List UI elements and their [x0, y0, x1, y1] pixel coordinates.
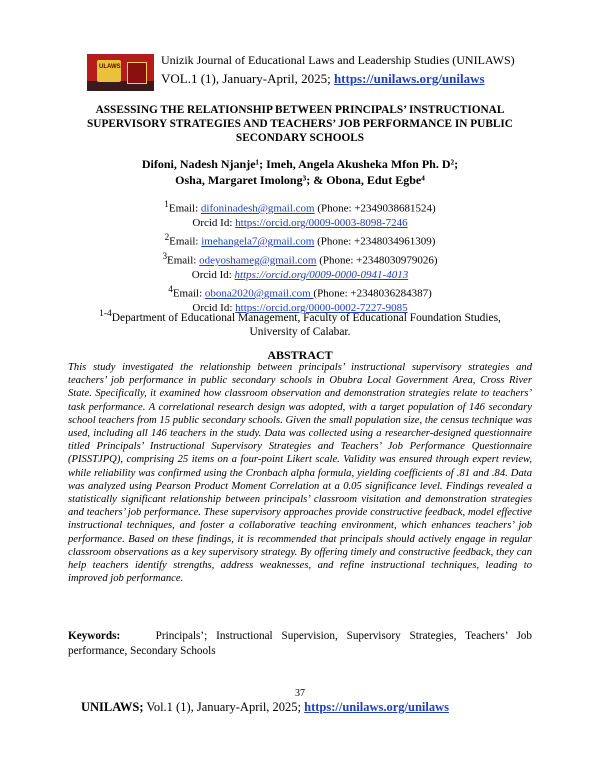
abstract-text: This study investigated the relationship between principals’ instructional supervisory strategies and teachers’ job performance in public secondary schools in Obubra Local Government Area, Cross River State. Specifically, it examined how classroom observation and demonstration strategies relate to teachers’ task performance. A correlational research design was adopted, with a target population of 146 secondary school teachers from 15 public secondary schools. Given the small population size, the census technique was used, including all 146 teachers in the study. Data was collected using a researcher-designed questionnaire titled Principals’ Instructional Supervisory Strategies and Teachers’ Job Performance Questionnaire (PISSTJPQ), comprising 25 items on a four-point Likert scale. Validity was ensured through expert review, while reliability was confirmed using the Cronbach alpha formula, yielding coefficients of .81 and .84. Data was analyzed using Pearson Product Moment Correlation at a 0.05 significance level. Findings revealed a statistically significant relationship between principals’ classroom visitation and demonstration strategies and teachers’ job performance. These supervisory approaches provide constructive feedback, model effective instructional techniques, and foster a collaborative teaching environment, which enhances teachers’ job performance. Based on these findings, it is recommended that principals should actively engage in regular classroom observations as a key supervisory strategy. By offering timely and constructive feedback, they can help teachers identify strengths, address weaknesses, and refine instructional techniques, leading to improved job performance.: [68, 362, 532, 585]
footer-volume: Vol.1 (1), January-April, 2025;: [143, 700, 305, 714]
abstract-heading: ABSTRACT: [267, 348, 333, 362]
logo-text: ULAWS: [99, 64, 121, 70]
contact-line: $^2$Email: imehangela7@gmail.com (Phone: +2348034961309): [164, 232, 436, 248]
page-number: 37: [295, 688, 305, 699]
author-list: [60, 156, 540, 188]
orcid-link[interactable]: https://orcid.org/0009-0003-8098-7246: [235, 216, 408, 229]
orcid-link[interactable]: https://orcid.org/0009-0000-0941-4013: [234, 268, 409, 281]
footer-brand: UNILAWS;: [81, 700, 144, 714]
affiliation-sup: 1-4: [99, 309, 112, 319]
email-link[interactable]: odeyoshameg@gmail.com: [199, 254, 317, 267]
journal-volume: VOL.1 (1), January-April, 2025;: [161, 71, 331, 86]
journal-title: Unizik Journal of Educational Laws and Leadership Studies (UNILAWS): [161, 53, 515, 67]
contact-line: Orcid Id: https://orcid.org/0009-0003-8098-7246: [192, 216, 408, 229]
keywords-label: Keywords:: [68, 630, 121, 642]
email-link[interactable]: difoninadesh@gmail.com: [200, 202, 315, 215]
contact-block: [60, 197, 540, 315]
affiliation: [60, 307, 540, 340]
author-line-2: Osha, Margaret Imolong³; & Obona, Edut Egbe⁴: [175, 173, 425, 187]
contact-line: $^1$Email: difoninadesh@gmail.com (Phone: +2349038681524): [164, 199, 436, 215]
email-link[interactable]: obona2020@gmail.com: [204, 287, 314, 300]
keywords-text: Principals’; Instructional Supervision, Supervisory Strategies, Teachers’ Job performance, Secondary Schools: [68, 630, 532, 657]
author-line-1: Difoni, Nadesh Njanje¹; Imeh, Angela Akusheka Mfon Ph. D²;: [141, 157, 459, 171]
journal-url-link[interactable]: https://unilaws.org/unilaws: [333, 71, 485, 86]
keywords: [68, 629, 532, 659]
contact-line: $^3$Email: odeyoshameg@gmail.com (Phone: +2348030979026): [162, 250, 438, 267]
footer: [81, 700, 449, 715]
footer-url-link[interactable]: https://unilaws.org/unilaws: [304, 700, 449, 714]
contact-line: $^4$Email: obona2020@gmail.com (Phone: +2348036284387): [168, 283, 432, 300]
journal-volume-line: [161, 71, 485, 87]
affiliation-line-2: University of Calabar.: [249, 326, 351, 339]
journal-logo: [87, 54, 154, 91]
contact-line: Orcid Id: https://orcid.org/0009-0000-0941-4013: [191, 268, 409, 281]
paper-title: ASSESSING THE RELATIONSHIP BETWEEN PRINCIPALS’ INSTRUCTIONAL SUPERVISORY STRATEGIES AND TEACHERS’ JOB PERFORMANCE IN PUBLIC SECONDARY SCHOOLS: [87, 104, 513, 144]
email-link[interactable]: imehangela7@gmail.com: [201, 235, 315, 248]
contact-line: Orcid Id: https://orcid.org/0000-0002-7227-9085: [192, 301, 408, 314]
orcid-link[interactable]: https://orcid.org/0000-0002-7227-9085: [235, 301, 408, 314]
affiliation-line-1: Department of Educational Management, Faculty of Educational Foundation Studies,: [111, 311, 501, 324]
